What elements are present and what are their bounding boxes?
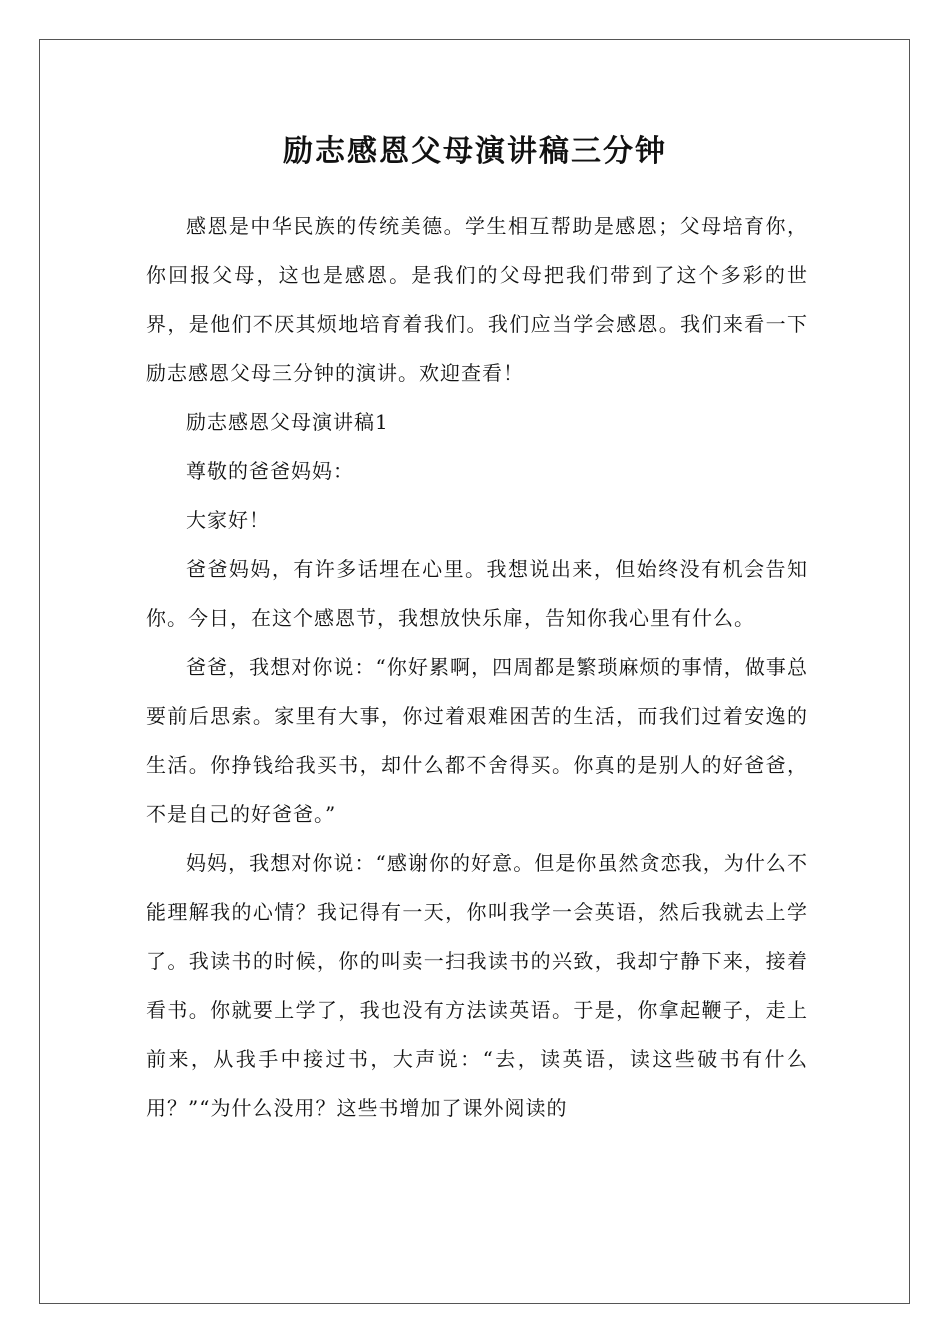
greeting: 大家好！ [186,508,270,532]
body-paragraph: 妈妈，我想对你说：“感谢你的好意。但是你虽然贪恋我，为什么不能理解我的心情？我记得有一天，你叫我学一会英语，然后我就去上学了。我读书的时候，你的叫卖一扫我读书的兴致，我却宁静下来，接着看书。你就要上学了，我也没有方法读英语。于是，你拿起鞭子，走上前来，从我手中接过书，大声说：“去，读英语，读这些破书有什么用？”“为什么没用？这些书增加了课外阅读的 [146,851,808,1120]
document-title: 励志感恩父母演讲稿三分钟 [283,134,667,169]
body-paragraph: 爸爸，我想对你说：“你好累啊，四周都是繁琐麻烦的事情，做事总要前后思索。家里有大事，你过着艰难困苦的生活，而我们过着安逸的生活。你挣钱给我买书，却什么都不舍得买。你真的是别人的好爸爸，不是自己的好爸爸。” [146,655,808,826]
section-heading: 励志感恩父母演讲稿1 [186,410,389,434]
intro-paragraph: 感恩是中华民族的传统美德。学生相互帮助是感恩；父母培育你，你回报父母，这也是感恩。是我们的父母把我们带到了这个多彩的世界，是他们不厌其烦地培育着我们。我们应当学会感恩。我们来看一下励志感恩父母三分钟的演讲。欢迎查看！ [146,214,808,385]
document-body [146,202,808,1133]
salutation: 尊敬的爸爸妈妈： [186,459,354,483]
body-paragraph: 爸爸妈妈，有许多话埋在心里。我想说出来，但始终没有机会告知你。今日，在这个感恩节，我想放快乐扉，告知你我心里有什么。 [146,557,808,630]
